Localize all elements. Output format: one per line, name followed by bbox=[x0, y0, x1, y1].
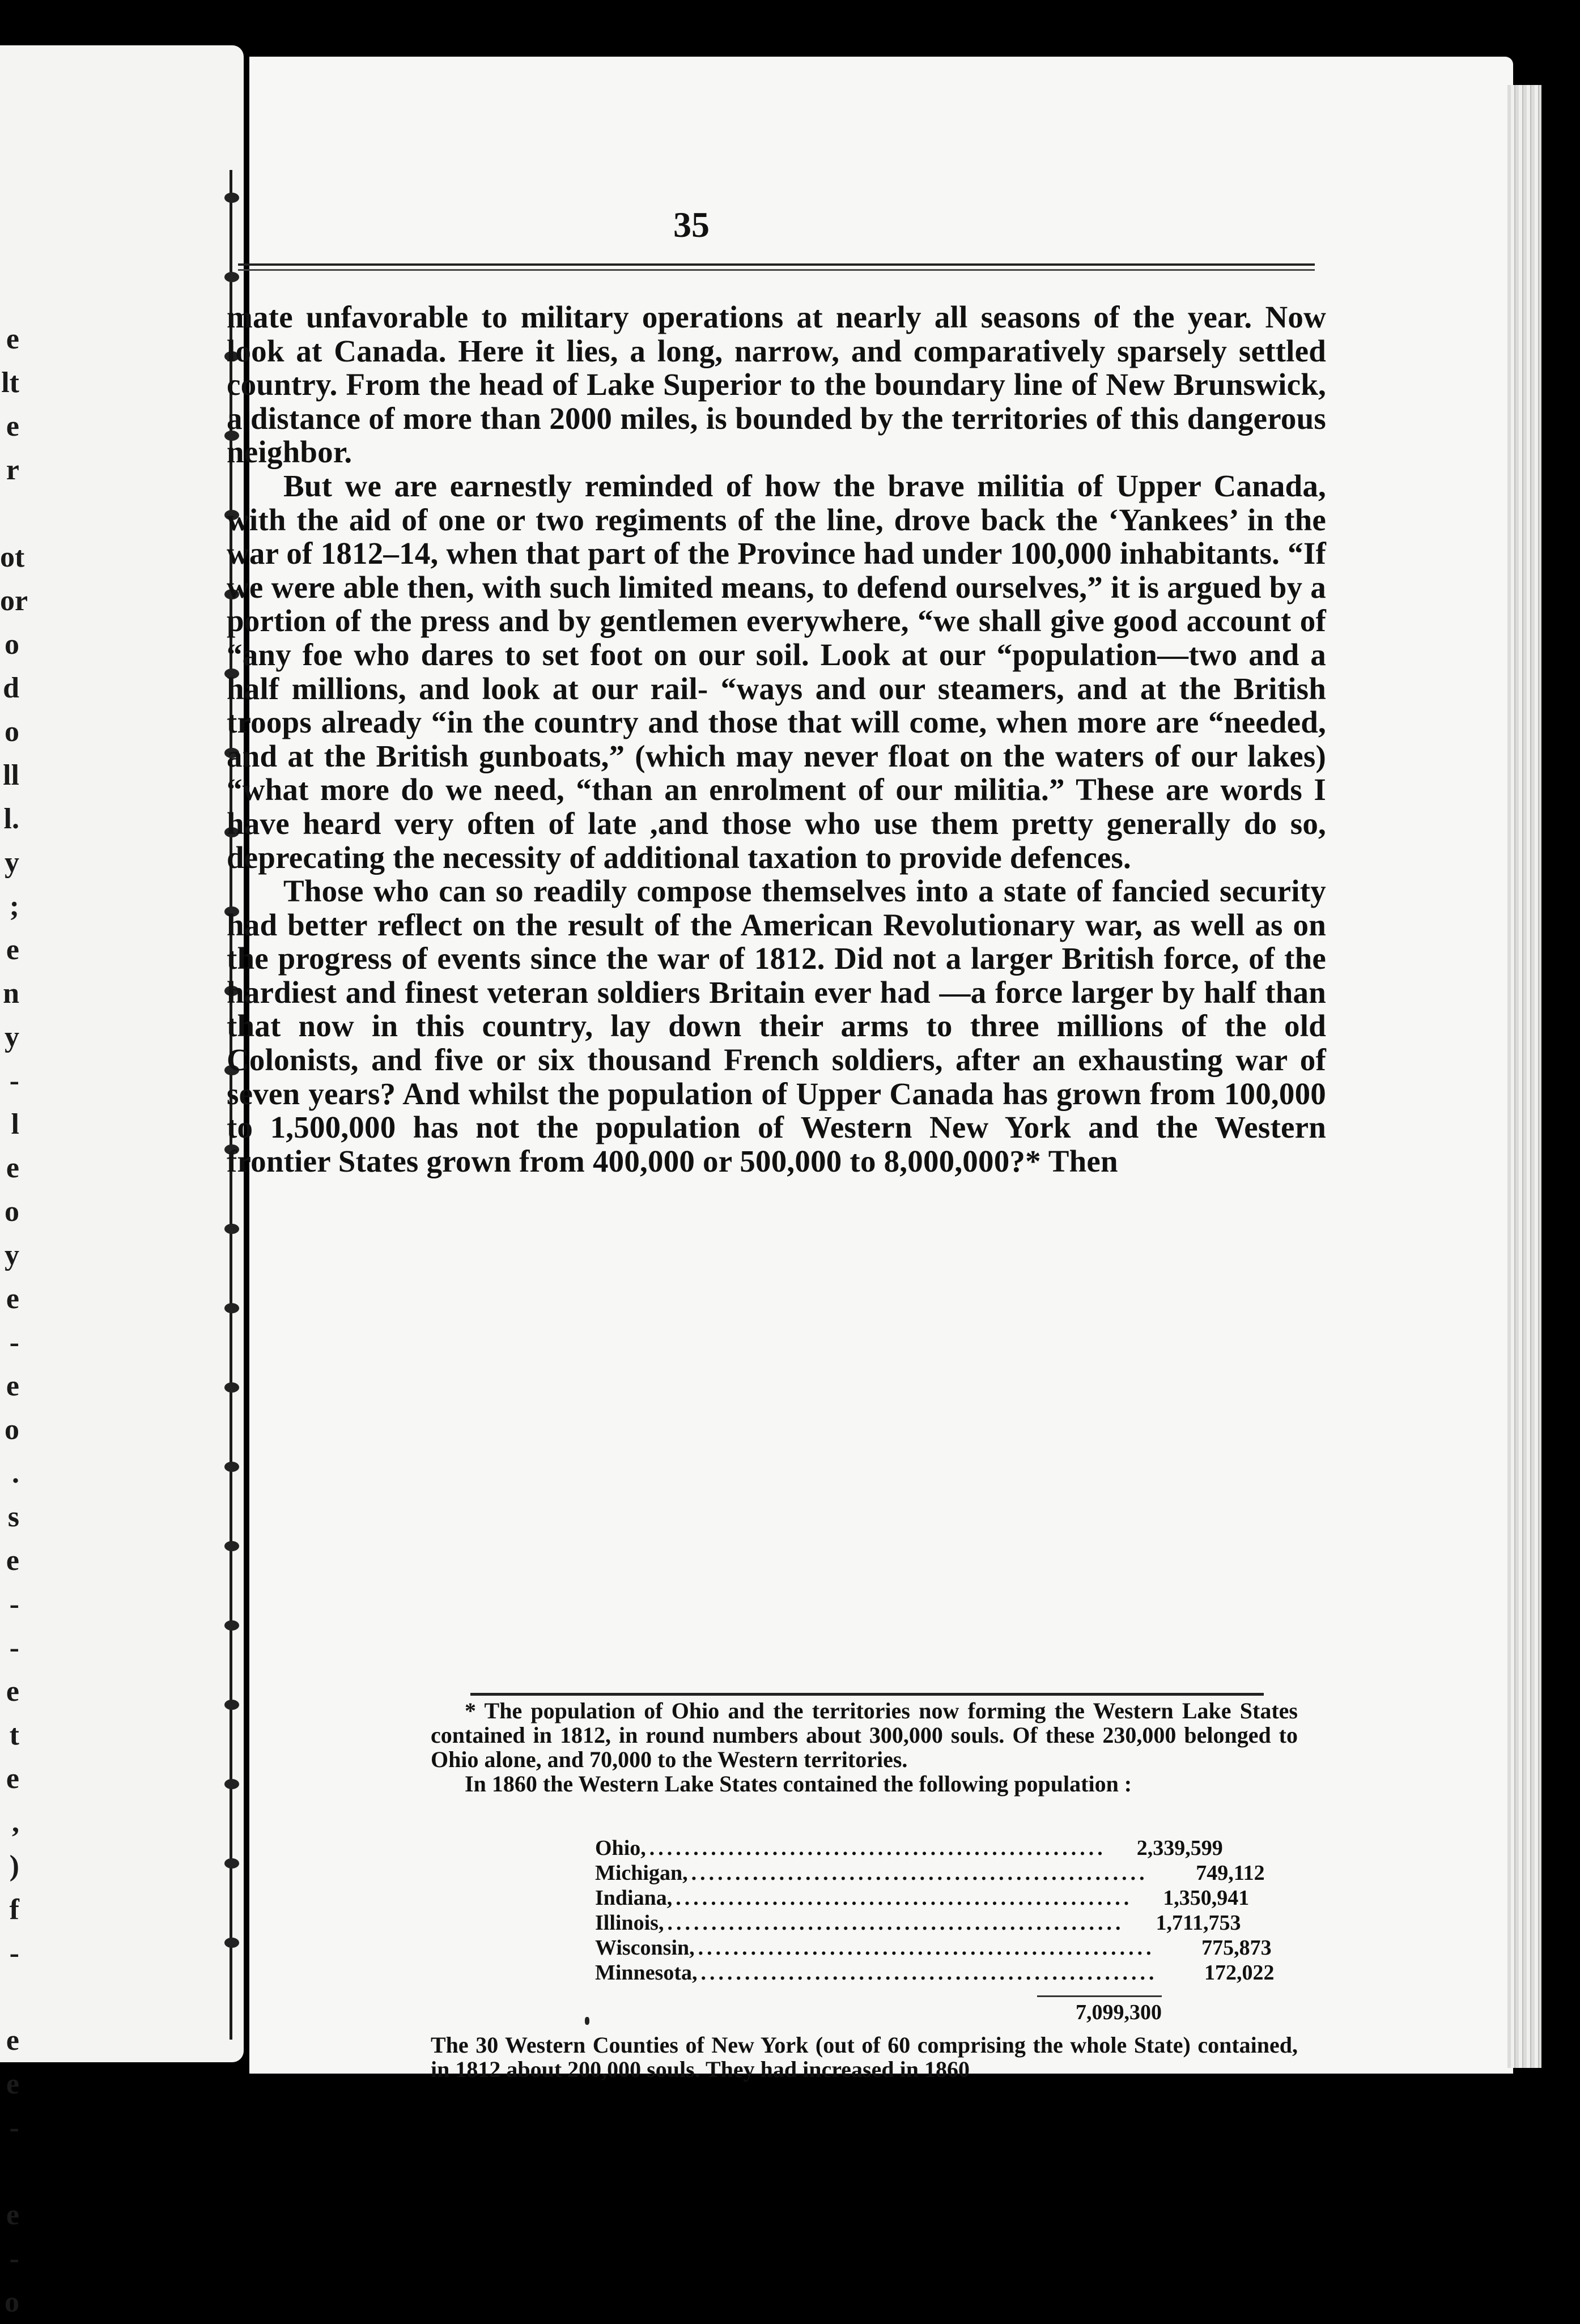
state-name: Ohio, bbox=[595, 1836, 646, 1860]
left-text-fragment: o bbox=[5, 1414, 19, 1446]
left-text-fragment: e bbox=[6, 1152, 19, 1184]
binding-stitch bbox=[224, 272, 239, 282]
left-text-fragment: y bbox=[5, 1239, 19, 1271]
total-rule bbox=[1037, 1995, 1162, 1997]
left-text-fragment: e bbox=[6, 1544, 19, 1577]
table-row bbox=[595, 1935, 1272, 1960]
left-text-fragment: , bbox=[12, 1806, 19, 1838]
left-text-fragment: ot bbox=[0, 541, 25, 573]
leader-dots: .................................................... bbox=[691, 1861, 1148, 1885]
binding-stitch bbox=[224, 1700, 239, 1710]
leader-dots: .................................................... bbox=[700, 1961, 1158, 1985]
left-text-fragment: e bbox=[6, 323, 19, 355]
left-page-text-fragments bbox=[0, 317, 28, 2324]
table-row bbox=[595, 1861, 1265, 1885]
left-text-fragment: d bbox=[3, 672, 19, 704]
left-text-fragment: - bbox=[9, 1326, 19, 1359]
page-number: 35 bbox=[673, 205, 710, 245]
left-text-fragment: o bbox=[5, 2286, 19, 2318]
left-text-fragment: e bbox=[6, 934, 19, 966]
left-text-fragment: s bbox=[7, 1501, 19, 1533]
left-text-fragment: e bbox=[6, 1283, 19, 1315]
left-text-fragment: - bbox=[9, 1937, 19, 1969]
left-text-fragment: . bbox=[12, 1457, 19, 1489]
header-rule bbox=[238, 263, 1315, 271]
left-text-fragment: e bbox=[6, 1675, 19, 1708]
footnote-paragraph-3 bbox=[431, 2033, 1298, 2082]
left-text-fragment: ll bbox=[3, 759, 19, 791]
population-total: 7,099,300 bbox=[1076, 2000, 1162, 2024]
table-row bbox=[595, 1910, 1241, 1935]
state-population: 1,350,941 bbox=[1163, 1886, 1250, 1910]
left-text-fragment: l. bbox=[3, 803, 19, 835]
state-population: 775,873 bbox=[1201, 1936, 1272, 1960]
left-text-fragment bbox=[0, 1975, 19, 2019]
left-text-fragment: e bbox=[6, 2068, 19, 2100]
page-stack-edge bbox=[1507, 85, 1541, 2068]
binding-stitch bbox=[224, 1779, 239, 1789]
left-text-fragment: e bbox=[6, 2024, 19, 2057]
left-text-fragment: t bbox=[9, 1719, 19, 1751]
leader-dots: .................................................... bbox=[698, 1936, 1155, 1960]
left-text-fragment: ; bbox=[9, 890, 19, 922]
ink-speck bbox=[585, 2017, 589, 2025]
state-name: Michigan, bbox=[595, 1861, 688, 1885]
left-text-fragment: e bbox=[6, 410, 19, 442]
footnote-paragraph-3-text: The 30 Western Counties of New York (out of 60 comprising the whole State) contained, in 1812 about 200,000 souls. They had increased in 1860 bbox=[431, 2032, 1298, 2082]
paragraph-3: Those who can so readily compose themselves into a state of fancied security had better reflect on the result of the American Revolutionary war, as well as on the progress of events since the war of 1812. Did not a larger British force, of the hardiest and finest veteran soldiers Britain ever had —a force larger by half than that now in this country, lay down their arms to three millions of the old Colonists, and five or six thousand French soldiers, after an exhausting war of seven years? And whilst the population of Upper Canada has grown from 100,000 to 1,500,000 has not the population of Western New York and the Western frontier States grown from 400,000 or 500,000 to 8,000,000?* Then bbox=[227, 874, 1326, 1178]
footnote-paragraph-2: In 1860 the Western Lake States contained the following population : bbox=[465, 1771, 1132, 1797]
left-text-fragment: - bbox=[9, 1632, 19, 1664]
left-text-fragment bbox=[0, 2150, 19, 2193]
paragraph-2: But we are earnestly reminded of how the brave militia of Upper Canada, with the aid of one or two regiments of the line, drove back the ‘Yankees’ in the war of 1812–14, when that part of the Province had under 100,000 inhabitants. “If we were able then, with such limited means, to defend ourselves,” it is argued by a portion of the press and by gentlemen everywhere, “we shall give good account of “any foe who dares to set foot on our soil. Look at our “population—two and a half millions, and look at our rail- “ways and our steamers, and at the British troops already “in the country and those that will come, when more are “needed, and at the British gunboats,” (which may never float on the waters of our lakes) “what more do we need, “than an enrolment of our militia.” These are words I have heard very often of late ,and those who use them pretty generally do so, deprecating the necessity of additional taxation to provide defences. bbox=[227, 468, 1326, 875]
main-text bbox=[227, 300, 1326, 1683]
binding-stitch bbox=[224, 1858, 239, 1868]
left-text-fragment: n bbox=[3, 977, 19, 1010]
footnote-rule bbox=[470, 1693, 1264, 1696]
left-text-fragment: y bbox=[5, 846, 19, 879]
left-text-fragment: f bbox=[9, 1893, 19, 1926]
footnote bbox=[431, 1699, 1298, 1796]
left-text-fragment: r bbox=[6, 454, 19, 486]
left-text-fragment: l bbox=[11, 1108, 19, 1140]
left-text-fragment: e bbox=[6, 1763, 19, 1795]
table-row bbox=[595, 1960, 1275, 1985]
state-name: Wisconsin, bbox=[595, 1936, 695, 1960]
table-row bbox=[595, 1885, 1250, 1910]
table-row bbox=[595, 1836, 1223, 1861]
state-population: 172,022 bbox=[1204, 1961, 1275, 1985]
left-text-fragment: o bbox=[5, 716, 19, 748]
state-name: Minnesota, bbox=[595, 1961, 698, 1985]
leader-dots: .................................................... bbox=[676, 1886, 1133, 1910]
left-text-fragment: e bbox=[6, 2199, 19, 2231]
state-population: 749,112 bbox=[1196, 1861, 1265, 1885]
binding-stitch bbox=[224, 193, 239, 203]
left-text-fragment: o bbox=[5, 1195, 19, 1228]
state-population: 2,339,599 bbox=[1136, 1836, 1223, 1860]
paragraph-1: mate unfavorable to military operations at nearly all seasons of the year. Now look at Canada. Here it lies, a long, narrow, and comparatively sparsely settled country. From the head of Lake Superior to the boundary line of New Brunswick, a distance of more than 2000 miles, is bounded by the territories of this dangerous neighbor. bbox=[227, 300, 1326, 470]
left-text-fragment: e bbox=[6, 1370, 19, 1402]
leader-dots: .................................................... bbox=[667, 1911, 1124, 1935]
left-text-fragment: lt bbox=[1, 367, 19, 399]
left-text-fragment: - bbox=[9, 2112, 19, 2144]
left-text-fragment: - bbox=[9, 1065, 19, 1097]
left-text-fragment: or bbox=[0, 585, 28, 617]
state-name: Illinois, bbox=[595, 1911, 664, 1935]
left-text-fragment: - bbox=[9, 1588, 19, 1620]
left-text-fragment bbox=[0, 492, 19, 535]
left-facing-page bbox=[0, 45, 244, 2318]
left-text-fragment: o bbox=[5, 628, 19, 661]
binding-stitch bbox=[224, 1938, 239, 1948]
state-name: Indiana, bbox=[595, 1886, 673, 1910]
state-population: 1,711,753 bbox=[1156, 1911, 1241, 1935]
leader-dots: .................................................... bbox=[649, 1836, 1106, 1860]
population-table bbox=[595, 1836, 1275, 1985]
footnote-paragraph-1: * The population of Ohio and the territories now forming the Western Lake States contained in 1812, in round numbers about 300,000 souls. Of these 230,000 belonged to Ohio alone, and 70,000 to the Western territories. bbox=[431, 1698, 1298, 1772]
left-text-fragment: y bbox=[5, 1021, 19, 1053]
left-text-fragment: - bbox=[9, 2242, 19, 2275]
left-text-fragment: ) bbox=[9, 1850, 19, 1882]
